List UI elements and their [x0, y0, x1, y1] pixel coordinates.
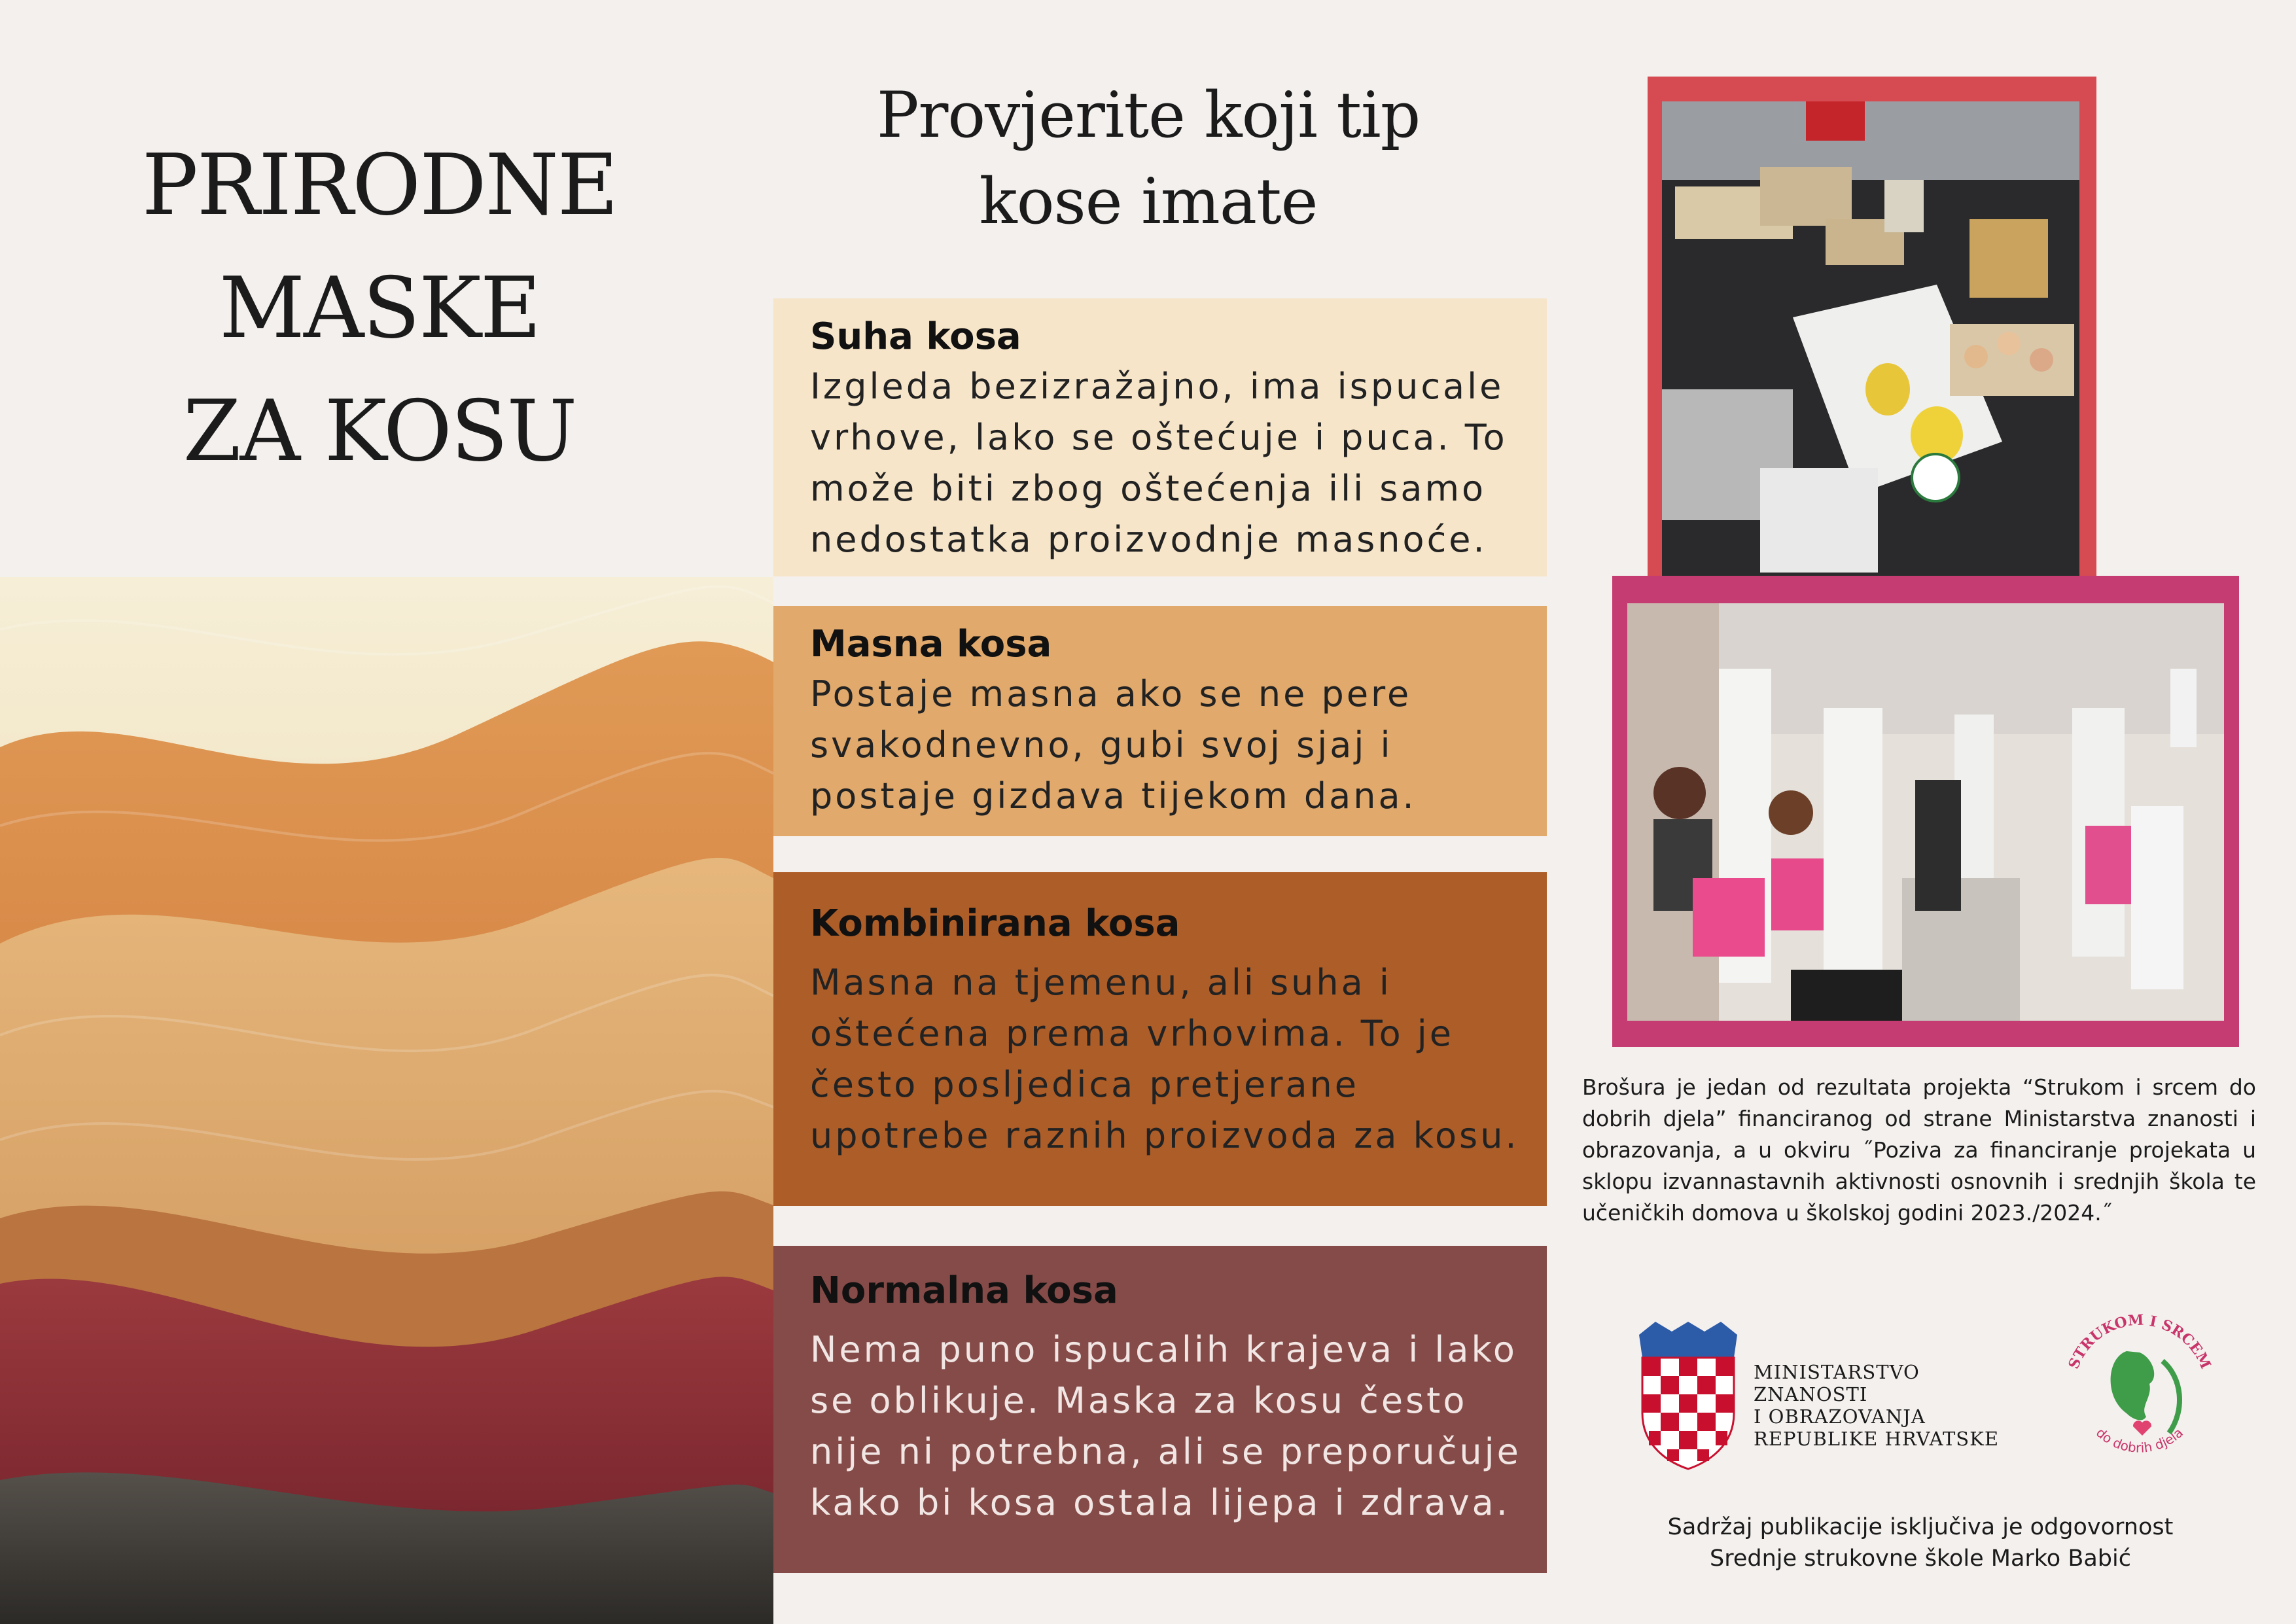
photo-supplies: [1662, 101, 2079, 576]
title-line-3: ZA KOSU: [183, 383, 576, 480]
hair-type-title: Suha kosa: [810, 315, 1021, 358]
hair-type-oily: [773, 606, 1547, 836]
logo-top-text: STRUKOM I SRCEM: [2065, 1311, 2214, 1372]
ministry-name: [1754, 1361, 2035, 1450]
logo-bottom-text: do dobrih djela: [2093, 1424, 2187, 1456]
hair-type-description: Nema puno ispucalih krajeva i lako se oblikuje. Maska za kosu često nije ni potrebna, ali se preporučuje kako bi kosa ostala lijepa i zdrava.: [810, 1329, 1521, 1523]
supplies-photo-illustration: [1662, 101, 2079, 576]
main-title: [98, 124, 661, 493]
croatian-coat-of-arms-icon: [1636, 1322, 1740, 1472]
hair-colors-image: [0, 577, 773, 1624]
ministry-line-1: MINISTARSTVO ZNANOSTI: [1754, 1361, 1920, 1405]
title-line-2: MASKE: [219, 260, 540, 357]
strukom-i-srcem-logo-icon: [2055, 1299, 2225, 1475]
hair-type-title: Masna kosa: [810, 623, 1052, 665]
hair-type-combination: [773, 872, 1547, 1206]
title-line-1: PRIRODNE: [141, 137, 618, 234]
photo-salon: [1627, 603, 2224, 1021]
heading-line-1: Provjerite koji tip: [876, 79, 1421, 152]
ministry-line-2: I OBRAZOVANJA: [1754, 1405, 1926, 1428]
hair-type-normal: [773, 1246, 1547, 1573]
heading-line-2: kose imate: [979, 165, 1318, 238]
hair-type-title: Kombinirana kosa: [810, 902, 1180, 945]
hair-type-title: Normalna kosa: [810, 1269, 1118, 1312]
project-logo: [2055, 1299, 2225, 1475]
hair-type-description: Izgleda bezizražajno, ima ispucale vrhove, lako se oštećuje i puca. To može biti zbog oštećenja ili samo nedostatka proizvodnje masnoće.: [810, 366, 1508, 560]
salon-photo-illustration: [1627, 603, 2224, 1021]
responsibility-note: [1583, 1511, 2257, 1574]
ministry-line-3: REPUBLIKE HRVATSKE: [1754, 1428, 1999, 1450]
hair-waves-illustration: [0, 577, 773, 1624]
hair-type-description: Masna na tjemenu, ali suha i oštećena prema vrhovima. To je često posljedica pretjerane upotrebe raznih proizvoda za kosu.: [810, 962, 1519, 1156]
hair-type-dry: [773, 298, 1547, 576]
section-heading: [805, 72, 1492, 245]
project-note: Brošura je jedan od rezultata projekta “Strukom i srcem do dobrih djela” financiranog od strane Ministarstva znanosti i obrazovanja, a u okviru ˝Poziva za financiranje projekata u sklopu izvannastavnih aktivnosti osnovnih i srednjih škola te učeničkih domova u školskoj godini 2023./2024.˝: [1582, 1074, 2256, 1226]
responsibility-line-1: Sadržaj publikacije isključiva je odgovornost: [1667, 1514, 2174, 1540]
responsibility-line-2: Srednje strukovne škole Marko Babić: [1710, 1545, 2131, 1572]
hair-type-description: Postaje masna ako se ne pere svakodnevno, gubi svoj sjaj i postaje gizdava tijekom dana.: [810, 673, 1417, 817]
